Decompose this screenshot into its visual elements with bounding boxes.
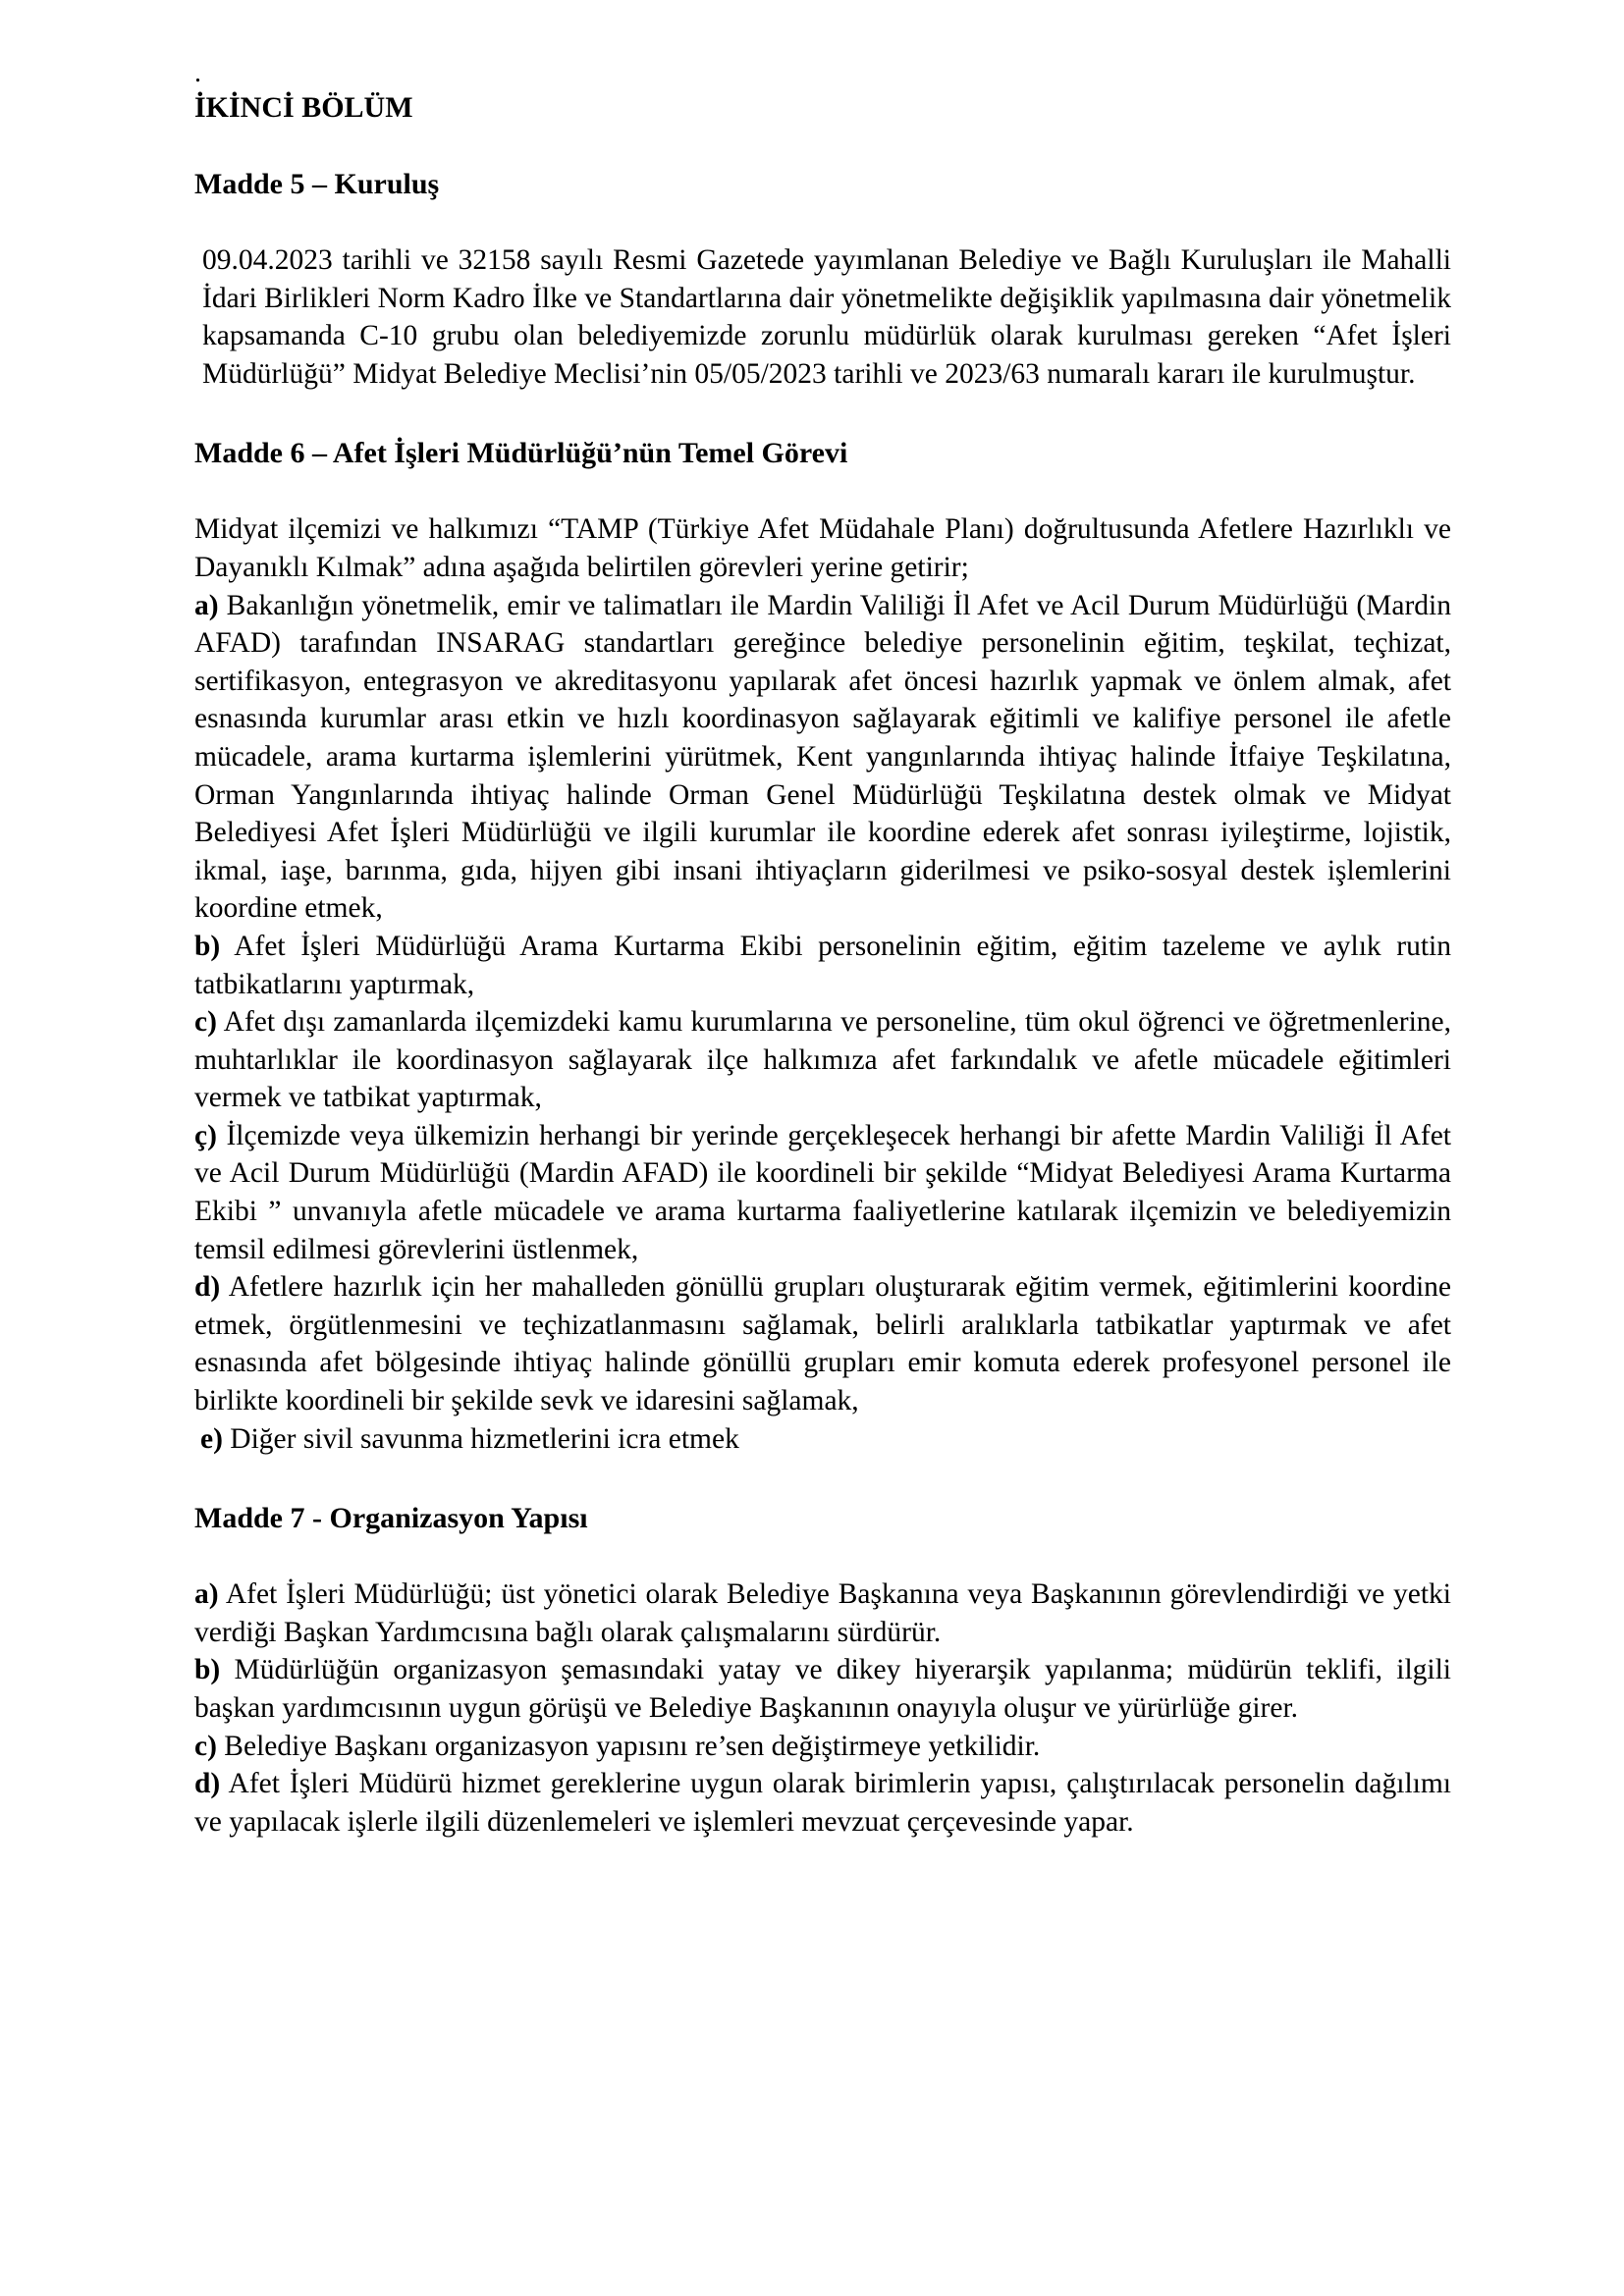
item-label: c) — [194, 1006, 217, 1039]
item-text: İlçemizde veya ülkemizin herhangi bir yerinde gerçekleşecek herhangi bir afette Mardin Valiliği İl Afet ve Acil Durum Müdürlüğü (Mardin AFAD) ile koordineli bir şekilde “Midyat Belediyesi Arama Kurtarma Ekibi ” unvanıyla afetle mücadele ve arama kurtarma faaliyetlerine katılarak ilçemizin ve belediyemizin temsil edilmesi görevlerini üstlenmek, — [194, 1119, 1452, 1265]
item-label: d) — [194, 1271, 221, 1304]
item-text: Afet İşleri Müdürü hizmet gereklerine uygun olarak birimlerin yapısı, çalıştırılacak personelin dağılımı ve yapılacak işlerle ilgili düzenlemeleri ve işlemleri mevzuat çerçevesinde yapar. — [194, 1768, 1451, 1838]
chapter-title: İKİNCİ BÖLÜM — [194, 91, 413, 124]
list-item-c-cedilla — [194, 1117, 1451, 1268]
list-item-e — [194, 1420, 1451, 1459]
list-item-d — [194, 1268, 1451, 1419]
list-item-a — [194, 587, 1451, 928]
leading-dot: . — [194, 58, 201, 88]
item-text: Afet dışı zamanlarda ilçemizdeki kamu kurumlarına ve personeline, tüm okul öğrenci ve öğretmenlerine, muhtarlıklar ile koordinasyon sağlayarak ilçe halkımıza afet farkındalık ve afetle mücadele eğitimleri vermek ve tatbikat yaptırmak, — [194, 1006, 1451, 1114]
list-item-c — [194, 1728, 1451, 1766]
section-heading-madde-7: Madde 7 - Organizasyon Yapısı — [194, 1502, 588, 1535]
item-label: a) — [194, 589, 219, 621]
document-page — [194, 59, 1451, 1841]
section-paragraph: Midyat ilçemizi ve halkımızı “TAMP (Türkiye Afet Müdahale Planı) doğrultusunda Afetlere Hazırlıklı ve Dayanıklı Kılmak” adına aşağıda belirtilen görevleri yerine getirir; — [194, 513, 1451, 583]
item-text: Afet İşleri Müdürlüğü; üst yönetici olarak Belediye Başkanına veya Başkanının görevlendirdiği ve yetki verdiği Başkan Yardımcısına bağlı olarak çalışmalarını sürdürür. — [194, 1578, 1451, 1648]
list-item-d — [194, 1765, 1451, 1841]
item-label: d) — [194, 1768, 221, 1800]
item-text: Afetlere hazırlık için her mahalleden gönüllü grupları oluşturarak eğitim vermek, eğitimlerini koordine etmek, örgütlenmesini ve teçhizatlanmasını sağlamak, belirli aralıklarla tatbikatlar yaptırmak ve afet esnasında afet bölgesinde ihtiyaç halinde gönüllü grupları emir komuta ederek profesyonel personel ile birlikte koordineli bir şekilde sevk ve idaresini sağlamak, — [194, 1271, 1452, 1417]
item-label: b) — [194, 930, 221, 962]
item-text: Müdürlüğün organizasyon şemasındaki yatay ve dikey hiyerarşik yapılanma; müdürün teklifi, ilgili başkan yardımcısının uygun görüşü ve Belediye Başkanının onayıyla oluşur ve yürürlüğe girer. — [194, 1654, 1451, 1724]
list-item-a — [194, 1575, 1451, 1651]
list-item-b — [194, 1651, 1451, 1727]
list-item-b — [194, 928, 1451, 1003]
item-text: Diğer sivil savunma hizmetlerini icra etmek — [230, 1422, 739, 1455]
item-text: Bakanlığın yönetmelik, emir ve talimatları ile Mardin Valiliği İl Afet ve Acil Durum Müdürlüğü (Mardin AFAD) tarafından INSARAG standartları gereğince belediye personelinin eğitim, teşkilat, teçhizat, sertifikasyon, entegrasyon ve akreditasyonu yapılarak afet öncesi hazırlık yapmak ve önlem almak, afet esnasında kurumlar arası etkin ve hızlı koordinasyon sağlayarak eğitimli ve kalifiye personel ile afetle mücadele, arama kurtarma işlemlerini yürütmek, Kent yangınlarında ihtiyaç halinde İtfaiye Teşkilatına, Orman Yangınlarında ihtiyaç halinde Orman Genel Müdürlüğü Teşkilatına destek olmak ve Midyat Belediyesi Afet İşleri Müdürlüğü ve ilgili kurumlar ile koordine ederek afet sonrası iyileştirme, lojistik, ikmal, iaşe, barınma, gıda, hijyen gibi insani ihtiyaçların giderilmesi ve psiko-sosyal destek işlemlerini koordine etmek, — [194, 589, 1452, 925]
item-label: ç) — [194, 1119, 217, 1151]
section-paragraph: 09.04.2023 tarihli ve 32158 sayılı Resmi Gazetede yayımlanan Belediye ve Bağlı Kuruluşları ile Mahalli İdari Birlikleri Norm Kadro İlke ve Standartlarına dair yönetmelikte değişiklik yapılmasına dair yönetmelik kapsamanda C-10 grubu olan belediyemizde zorunlu müdürlük olarak kurulması gereken “Afet İşleri Müdürlüğü” Midyat Belediye Meclisi’nin 05/05/2023 tarihli ve 2023/63 numaralı kararı ile kurulmuştur. — [202, 244, 1451, 390]
section-heading-madde-5: Madde 5 – Kuruluş — [194, 168, 440, 200]
item-label: c) — [194, 1730, 217, 1762]
item-text: Afet İşleri Müdürlüğü Arama Kurtarma Ekibi personelinin eğitim, eğitim tazeleme ve aylık rutin tatbikatlarını yaptırmak, — [194, 930, 1451, 1000]
list-item-c — [194, 1003, 1451, 1117]
item-label: b) — [194, 1654, 221, 1686]
item-label: a) — [194, 1578, 219, 1611]
section-heading-madde-6: Madde 6 – Afet İşleri Müdürlüğü’nün Temel Görevi — [194, 437, 848, 470]
item-text: Belediye Başkanı organizasyon yapısını re’sen değiştirmeye yetkilidir. — [224, 1730, 1041, 1762]
item-label: e) — [200, 1422, 223, 1455]
